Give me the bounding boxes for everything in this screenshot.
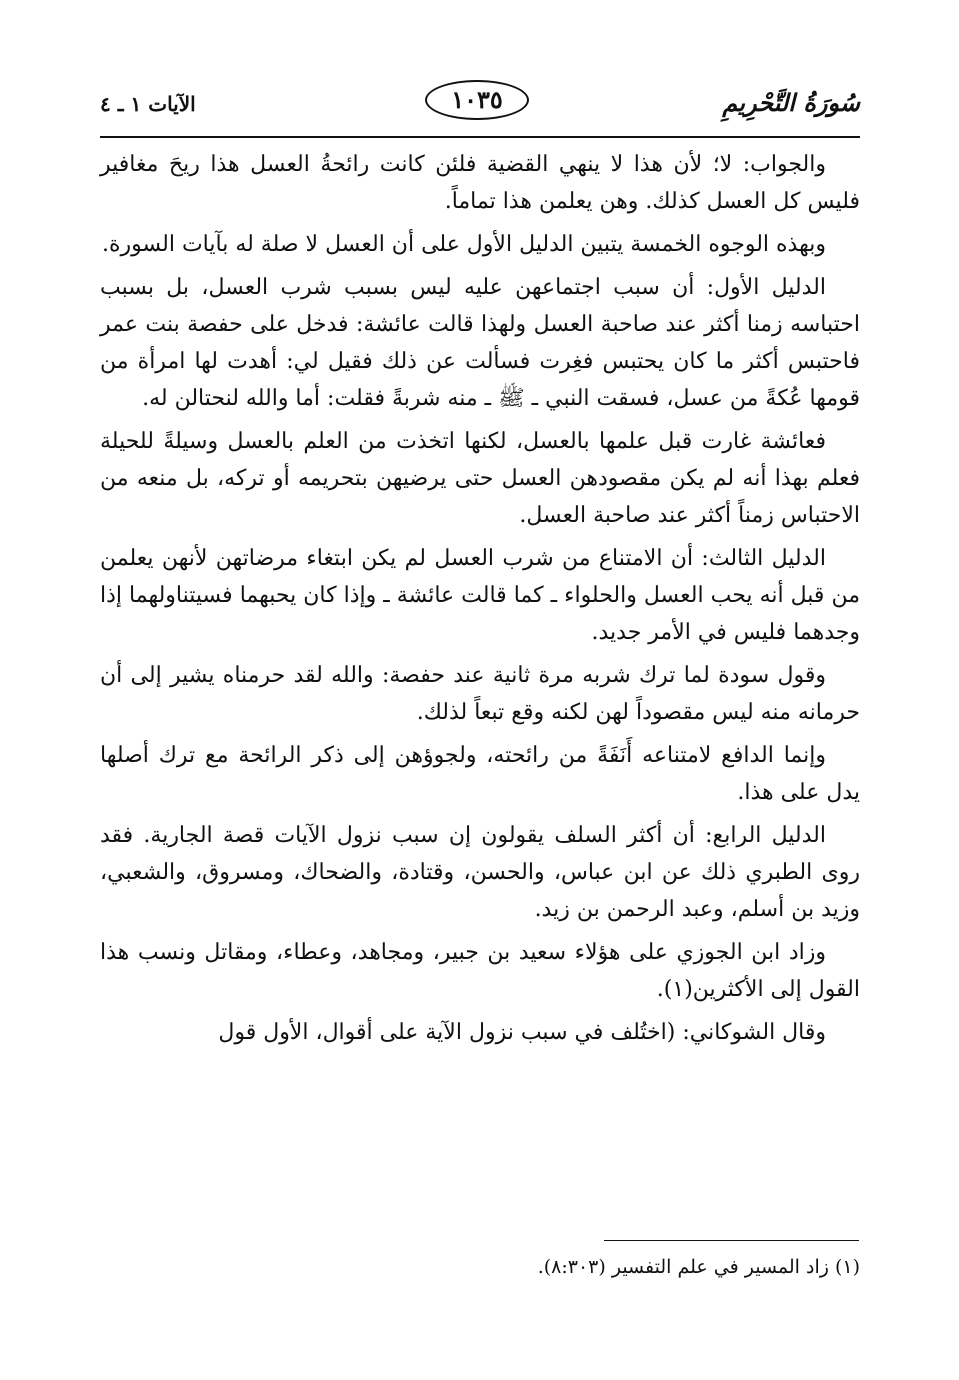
main-text: [100, 146, 860, 1057]
header-divider: [100, 136, 860, 138]
page-header: [100, 80, 860, 136]
paragraph: وإنما الدافع لامتناعه أَنَفَةً من رائحته، ولجوؤهن إلى ذكر الرائحة مع ترك أصلها يدل على هذا.: [100, 743, 860, 805]
paragraph: الدليل الرابع: أن أكثر السلف يقولون إن سبب نزول الآيات قصة الجارية. فقد روى الطبري ذلك عن ابن عباس، والحسن، وقتادة، والضحاك، ومسروق، والشعبي، وزيد بن أسلم، وعبد الرحمن بن زيد.: [100, 823, 860, 922]
paragraph: فعائشة غارت قبل علمها بالعسل، لكنها اتخذت من العلم بالعسل وسيلةً للحيلة فعلم بهذا أنه لم يكن مقصودهن العسل حتى يرضيهن بتحريمه أو تركه، بل منعه من الاحتباس زمناً أكثر عند صاحبة العسل.: [100, 429, 860, 528]
verse-range: الآيات ١ ـ ٤: [100, 92, 196, 116]
surah-title: سُورَةُ التَّحْرِيمِ: [722, 88, 860, 117]
paragraph: وقال الشوكاني: (اختُلف في سبب نزول الآية على أقوال، الأول قول: [218, 1020, 826, 1045]
paragraph: وبهذه الوجوه الخمسة يتبين الدليل الأول على أن العسل لا صلة له بآيات السورة.: [102, 232, 826, 257]
paragraph: وقول سودة لما ترك شربه مرة ثانية عند حفصة: والله لقد حرمناه يشير إلى أن حرمانه منه ليس مقصوداً لهن لكنه وقع تبعاً لذلك.: [100, 663, 860, 725]
paragraph: والجواب: لا؛ لأن هذا لا ينهي القضية فلئن كانت رائحةُ العسل هذا ريحَ مغافير فليس كل العسل كذلك. وهن يعلمن هذا تماماً.: [100, 152, 860, 214]
footnote: (١) زاد المسير في علم التفسير (٨:٣٠٣).: [537, 1256, 860, 1278]
footnote-divider: [604, 1240, 859, 1241]
paragraph: الدليل الثالث: أن الامتناع من شرب العسل لم يكن ابتغاء مرضاتهن لأنهن يعلمن من قبل أنه يحب العسل والحلواء ـ كما قالت عائشة ـ وإذا كان يحبهما فسيتناولهما إذا وجدهما فليس في الأمر جديد.: [100, 546, 860, 645]
paragraph: وزاد ابن الجوزي على هؤلاء سعيد بن جبير، ومجاهد، وعطاء، ومقاتل ونسب هذا القول إلى الأكثرين(١).: [100, 940, 860, 1002]
paragraph: الدليل الأول: أن سبب اجتماعهن عليه ليس بسبب شرب العسل، بل بسبب احتباسه زمنا أكثر عند صاحبة العسل ولهذا قالت عائشة: فدخل على حفصة بنت عمر فاحتبس أكثر ما كان يحتبس فغِرت فسألت عن ذلك فقيل لي: أهدت لها امرأة من قومها عُكةً من عسل، فسقت النبي ـ ﷺ ـ منه شربةً فقلت: أما والله لنحتالن له.: [100, 275, 860, 411]
page-number: ١٠٣٥: [425, 80, 529, 120]
